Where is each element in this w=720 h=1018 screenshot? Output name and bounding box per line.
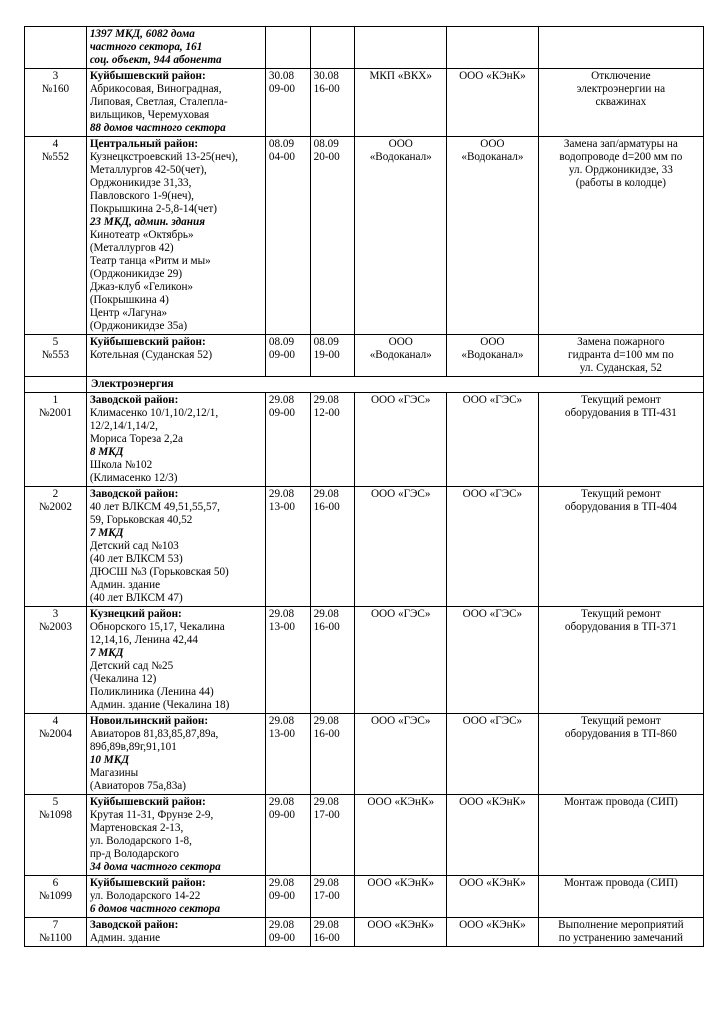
responsible-line: ООО «ГЭС» <box>462 394 523 406</box>
social-object-line: ДЮСШ №3 (Горьковская 50) <box>89 566 229 578</box>
end-datetime-line: 08.09 <box>313 336 339 348</box>
social-object-line: Админ. здание <box>89 579 161 591</box>
responsible-cell <box>447 487 539 607</box>
end-datetime-cell <box>310 69 355 137</box>
start-datetime-cell <box>265 335 310 377</box>
table-row <box>25 335 704 377</box>
registration-number: №160 <box>41 83 70 95</box>
start-datetime-cell <box>265 795 310 876</box>
row-number: 3 <box>52 70 59 82</box>
row-number-cell <box>25 714 87 795</box>
start-datetime-cell <box>265 918 310 947</box>
address-line: Куйбышевский район: <box>89 336 206 348</box>
end-datetime-cell <box>310 607 355 714</box>
responsible-line: «Водоканал» <box>461 349 524 361</box>
reason-cell <box>538 876 703 918</box>
summary-line: 7 МКД <box>89 527 124 539</box>
executor-line: МКП «ВКХ» <box>369 70 432 82</box>
start-datetime-cell <box>265 27 310 69</box>
social-object-line: (40 лет ВЛКСМ 53) <box>89 553 183 565</box>
reason-cell <box>538 137 703 335</box>
end-datetime-line: 29.08 <box>313 877 339 889</box>
end-datetime-line: 29.08 <box>313 394 339 406</box>
social-object-line: Джаз-клуб «Геликон» <box>89 281 194 293</box>
end-datetime-line: 29.08 <box>313 715 339 727</box>
start-datetime-line: 29.08 <box>268 919 295 931</box>
summary-line: 10 МКД <box>89 754 129 766</box>
social-object-line: (Покрышкина 4) <box>89 294 169 306</box>
reason-line: скважинах <box>595 96 647 108</box>
responsible-cell <box>447 137 539 335</box>
reason-cell <box>538 335 703 377</box>
row-number-cell <box>25 393 87 487</box>
social-object-line: Поликлиника (Ленина 44) <box>89 686 214 698</box>
start-datetime-line: 29.08 <box>268 608 295 620</box>
executor-cell <box>355 876 447 918</box>
summary-line: 1397 МКД, 6082 дома <box>89 28 195 40</box>
reason-line: гидранта d=100 мм по <box>568 349 674 361</box>
summary-line: частного сектора, 161 <box>89 41 203 53</box>
start-datetime-line: 08.09 <box>268 336 295 348</box>
reason-cell <box>538 393 703 487</box>
executor-line: «Водоканал» <box>369 151 432 163</box>
responsible-cell <box>447 27 539 69</box>
address-cell <box>86 393 265 487</box>
registration-number: №2003 <box>38 621 72 633</box>
registration-number: №552 <box>41 151 70 163</box>
responsible-line: ООО «КЭнК» <box>459 70 526 82</box>
start-datetime-cell <box>265 487 310 607</box>
row-number-cell <box>25 876 87 918</box>
end-datetime-line: 16-00 <box>313 932 340 944</box>
address-cell <box>86 607 265 714</box>
row-number: 1 <box>52 394 59 406</box>
start-datetime-line: 09-00 <box>268 932 295 944</box>
executor-cell <box>355 487 447 607</box>
start-datetime-line: 04-00 <box>268 151 295 163</box>
executor-cell <box>355 607 447 714</box>
address-line: 40 лет ВЛКСМ 49,51,55,57, <box>89 501 220 513</box>
responsible-line: ООО «КЭнК» <box>459 877 526 889</box>
reason-line: Текущий ремонт <box>580 715 661 727</box>
address-cell <box>86 918 265 947</box>
address-line: Липовая, Светлая, Сталепла- <box>89 96 228 108</box>
reason-line: Монтаж провода (СИП) <box>563 877 678 889</box>
reason-line: Текущий ремонт <box>580 394 661 406</box>
reason-cell <box>538 487 703 607</box>
social-object-line: Центр «Лагуна» <box>89 307 168 319</box>
start-datetime-line: 29.08 <box>268 796 295 808</box>
address-line: ул. Володарского 14-22 <box>89 890 201 902</box>
reason-line: электроэнергии на <box>576 83 666 95</box>
reason-line: Текущий ремонт <box>580 608 661 620</box>
row-number: 5 <box>52 796 59 808</box>
social-object-line: Детский сад №103 <box>89 540 179 552</box>
social-object-line: Магазины <box>89 767 139 779</box>
registration-number: №1099 <box>38 890 72 902</box>
end-datetime-cell <box>310 918 355 947</box>
address-line: Кузнецкстроевский 13-25(неч), <box>89 151 238 163</box>
summary-line: 23 МКД, админ. здания <box>89 216 205 228</box>
address-line: Покрышкина 2-5,8-14(чет) <box>89 203 217 215</box>
address-line: Павловского 1-9(неч), <box>89 190 194 202</box>
executor-cell <box>355 795 447 876</box>
row-number: 4 <box>52 715 59 727</box>
end-datetime-line: 29.08 <box>313 796 339 808</box>
row-number-cell <box>25 607 87 714</box>
address-line: Орджоникидзе 31,33, <box>89 177 192 189</box>
address-line: 12/2,14/1,14/2, <box>89 420 158 432</box>
address-line: 89б,89в,89г,91,101 <box>89 741 177 753</box>
address-line: Крутая 11-31, Фрунзе 2-9, <box>89 809 214 821</box>
end-datetime-line: 16-00 <box>313 621 340 633</box>
summary-line: 8 МКД <box>89 446 124 458</box>
address-cell <box>86 714 265 795</box>
table-row <box>25 607 704 714</box>
address-line: Новоильинский район: <box>89 715 209 727</box>
row-number-cell <box>25 795 87 876</box>
social-object-line: (Авиаторов 75а,83а) <box>89 780 186 792</box>
reason-line: водопроводе d=200 мм по <box>559 151 683 163</box>
start-datetime-line: 30.08 <box>268 70 295 82</box>
social-object-line: Школа №102 <box>89 459 153 471</box>
social-object-line: (Орджоникидзе 29) <box>89 268 183 280</box>
summary-line: 7 МКД <box>89 647 124 659</box>
end-datetime-cell <box>310 393 355 487</box>
start-datetime-line: 13-00 <box>268 728 295 740</box>
end-datetime-line: 16-00 <box>313 83 340 95</box>
outage-table <box>24 26 704 947</box>
responsible-cell <box>447 795 539 876</box>
start-datetime-cell <box>265 876 310 918</box>
social-object-line: (Металлургов 42) <box>89 242 174 254</box>
start-datetime-cell <box>265 137 310 335</box>
address-line: Климасенко 10/1,10/2,12/1, <box>89 407 219 419</box>
start-datetime-line: 08.09 <box>268 138 295 150</box>
end-datetime-line: 17-00 <box>313 809 340 821</box>
address-line: Админ. здание <box>89 932 161 944</box>
reason-line: ул. Суданская, 52 <box>579 362 662 374</box>
reason-cell <box>538 69 703 137</box>
row-number: 2 <box>52 488 59 500</box>
end-datetime-line: 12-00 <box>313 407 340 419</box>
row-number: 3 <box>52 608 59 620</box>
responsible-line: ООО «ГЭС» <box>462 608 523 620</box>
executor-line: ООО «ГЭС» <box>370 488 431 500</box>
responsible-cell <box>447 876 539 918</box>
end-datetime-line: 29.08 <box>313 919 339 931</box>
social-object-line: Админ. здание (Чекалина 18) <box>89 699 230 711</box>
responsible-cell <box>447 607 539 714</box>
row-number: 7 <box>52 919 59 931</box>
address-cell <box>86 69 265 137</box>
end-datetime-cell <box>310 27 355 69</box>
row-number: 4 <box>52 138 59 150</box>
row-number-cell <box>25 335 87 377</box>
responsible-line: ООО «КЭнК» <box>459 796 526 808</box>
start-datetime-line: 13-00 <box>268 621 295 633</box>
reason-line: оборудования в ТП-371 <box>564 621 677 633</box>
responsible-cell <box>447 918 539 947</box>
end-datetime-line: 19-00 <box>313 349 340 361</box>
responsible-line: ООО «КЭнК» <box>459 919 526 931</box>
end-datetime-line: 08.09 <box>313 138 339 150</box>
address-cell <box>86 137 265 335</box>
summary-line: соц. объект, 944 абонента <box>89 54 222 66</box>
executor-cell <box>355 393 447 487</box>
address-line: пр-д Володарского <box>89 848 179 860</box>
row-number-cell <box>25 69 87 137</box>
start-datetime-line: 09-00 <box>268 809 295 821</box>
reason-cell <box>538 27 703 69</box>
reason-line: оборудования в ТП-404 <box>564 501 677 513</box>
row-number-cell <box>25 918 87 947</box>
reason-cell <box>538 918 703 947</box>
registration-number: №2004 <box>38 728 72 740</box>
row-number: 5 <box>52 336 59 348</box>
end-datetime-cell <box>310 137 355 335</box>
address-cell <box>86 876 265 918</box>
social-object-line: Кинотеатр «Октябрь» <box>89 229 194 241</box>
address-line: Куйбышевский район: <box>89 70 206 82</box>
responsible-cell <box>447 393 539 487</box>
start-datetime-line: 29.08 <box>268 394 295 406</box>
reason-line: Замена зап/арматуры на <box>563 138 678 150</box>
summary-line: 6 домов частного сектора <box>89 903 221 915</box>
social-object-line: Театр танца «Ритм и мы» <box>89 255 211 267</box>
end-datetime-cell <box>310 714 355 795</box>
end-datetime-line: 20-00 <box>313 151 340 163</box>
start-datetime-cell <box>265 69 310 137</box>
reason-line: (работы в колодце) <box>575 177 666 189</box>
address-line: 12,14,16, Ленина 42,44 <box>89 634 198 646</box>
executor-cell <box>355 137 447 335</box>
address-line: Котельная (Суданская 52) <box>89 349 213 361</box>
table-row <box>25 876 704 918</box>
address-line: Мартеновская 2-13, <box>89 822 184 834</box>
address-line: Центральный район: <box>89 138 199 150</box>
reason-line: Замена пожарного <box>577 336 665 348</box>
registration-number: №2002 <box>38 501 72 513</box>
reason-line: по устранению замечаний <box>558 932 684 944</box>
responsible-line: «Водоканал» <box>461 151 524 163</box>
end-datetime-cell <box>310 795 355 876</box>
reason-line: Текущий ремонт <box>580 488 661 500</box>
reason-cell <box>538 607 703 714</box>
row-number-cell <box>25 487 87 607</box>
end-datetime-line: 30.08 <box>313 70 339 82</box>
table-row <box>25 69 704 137</box>
start-datetime-line: 29.08 <box>268 488 295 500</box>
end-datetime-cell <box>310 876 355 918</box>
start-datetime-cell <box>265 393 310 487</box>
social-object-line: (Орджоникидзе 35а) <box>89 320 188 332</box>
address-cell <box>86 27 265 69</box>
table-row <box>25 27 704 69</box>
start-datetime-cell <box>265 714 310 795</box>
executor-cell <box>355 918 447 947</box>
summary-line: 34 дома частного сектора <box>89 861 221 873</box>
responsible-line: ООО «ГЭС» <box>462 715 523 727</box>
end-datetime-line: 29.08 <box>313 488 339 500</box>
reason-cell <box>538 795 703 876</box>
end-datetime-line: 16-00 <box>313 501 340 513</box>
reason-line: Выполнение мероприятий <box>558 919 684 931</box>
address-cell <box>86 487 265 607</box>
address-line: ул. Володарского 1-8, <box>89 835 192 847</box>
end-datetime-cell <box>310 487 355 607</box>
executor-line: ООО «КЭнК» <box>367 919 435 931</box>
summary-line: 88 домов частного сектора <box>89 122 226 134</box>
section-spacer-cell <box>25 377 87 393</box>
responsible-cell <box>447 335 539 377</box>
executor-cell <box>355 335 447 377</box>
registration-number: №1100 <box>39 932 72 944</box>
start-datetime-line: 09-00 <box>268 407 295 419</box>
address-line: Заводской район: <box>89 919 179 931</box>
table-row <box>25 795 704 876</box>
executor-cell <box>355 69 447 137</box>
reason-line: Монтаж провода (СИП) <box>563 796 678 808</box>
address-line: Авиаторов 81,83,85,87,89а, <box>89 728 219 740</box>
address-line: Кузнецкий район: <box>89 608 182 620</box>
responsible-line: ООО <box>480 138 505 150</box>
start-datetime-line: 29.08 <box>268 715 295 727</box>
social-object-line: Детский сад №25 <box>89 660 174 672</box>
address-line: вильщиков, Черемуховая <box>89 109 210 121</box>
start-datetime-line: 09-00 <box>268 890 295 902</box>
address-line: Куйбышевский район: <box>89 796 206 808</box>
executor-line: ООО <box>388 138 413 150</box>
table-row <box>25 137 704 335</box>
executor-line: ООО «КЭнК» <box>367 877 435 889</box>
executor-line: «Водоканал» <box>369 349 432 361</box>
row-number: 6 <box>52 877 59 889</box>
reason-line: оборудования в ТП-431 <box>564 407 677 419</box>
address-line: Мориса Тореза 2,2а <box>89 433 183 445</box>
responsible-line: ООО «ГЭС» <box>462 488 523 500</box>
address-cell <box>86 795 265 876</box>
start-datetime-line: 29.08 <box>268 877 295 889</box>
reason-cell <box>538 714 703 795</box>
end-datetime-line: 29.08 <box>313 608 339 620</box>
table-row <box>25 714 704 795</box>
executor-line: ООО «ГЭС» <box>370 608 431 620</box>
table-row <box>25 487 704 607</box>
executor-line: ООО «ГЭС» <box>370 715 431 727</box>
executor-cell <box>355 27 447 69</box>
address-line: Заводской район: <box>89 394 179 406</box>
end-datetime-line: 17-00 <box>313 890 340 902</box>
executor-line: ООО «КЭнК» <box>367 796 435 808</box>
responsible-line: ООО <box>480 336 505 348</box>
address-line: Металлургов 42-50(чет), <box>89 164 207 176</box>
table-row <box>25 918 704 947</box>
address-line: Заводской район: <box>89 488 179 500</box>
executor-line: ООО <box>388 336 413 348</box>
address-line: Абрикосовая, Виноградная, <box>89 83 222 95</box>
reason-line: ул. Орджоникидзе, 33 <box>568 164 673 176</box>
executor-line: ООО «ГЭС» <box>370 394 431 406</box>
registration-number: №1098 <box>38 809 72 821</box>
end-datetime-cell <box>310 335 355 377</box>
social-object-line: (Чекалина 12) <box>89 673 157 685</box>
responsible-cell <box>447 69 539 137</box>
end-datetime-line: 16-00 <box>313 728 340 740</box>
registration-number: №553 <box>41 349 70 361</box>
executor-cell <box>355 714 447 795</box>
responsible-cell <box>447 714 539 795</box>
address-line: 59, Горьковская 40,52 <box>89 514 193 526</box>
address-line: Обнорского 15,17, Чекалина <box>89 621 225 633</box>
reason-line: Отключение <box>591 70 651 82</box>
section-header-row <box>25 377 704 393</box>
row-number-cell <box>25 27 87 69</box>
outage-schedule-sheet <box>24 26 704 947</box>
address-line: Куйбышевский район: <box>89 877 206 889</box>
social-object-line: (40 лет ВЛКСМ 47) <box>89 592 183 604</box>
start-datetime-cell <box>265 607 310 714</box>
social-object-line: (Климасенко 12/3) <box>89 472 178 484</box>
registration-number: №2001 <box>38 407 72 419</box>
address-cell <box>86 335 265 377</box>
row-number-cell <box>25 137 87 335</box>
reason-line: оборудования в ТП-860 <box>564 728 677 740</box>
start-datetime-line: 09-00 <box>268 83 295 95</box>
section-title: Электроэнергия <box>86 377 703 393</box>
start-datetime-line: 13-00 <box>268 501 295 513</box>
table-row <box>25 393 704 487</box>
start-datetime-line: 09-00 <box>268 349 295 361</box>
